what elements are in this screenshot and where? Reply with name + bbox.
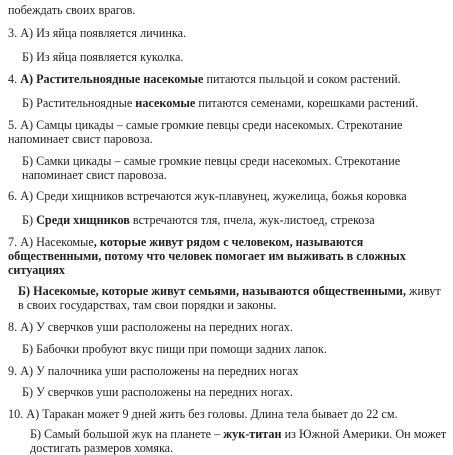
item-4b-pre: Б) Растительноядные bbox=[22, 96, 136, 110]
item-4a bbox=[8, 72, 449, 86]
item-6b-bold: Среди хищников bbox=[36, 213, 130, 227]
item-4b-bold: насекомые bbox=[135, 96, 196, 110]
item-4a-rest: питаются пыльцой и соком растений. bbox=[203, 72, 401, 86]
item-10b-bold: жук-титан bbox=[223, 427, 282, 441]
item-8b bbox=[22, 342, 449, 356]
item-7a bbox=[8, 235, 449, 277]
item-6a-text: 6. А) Среди хищников встречаются жук-плавунец, жужелица, божья коровка bbox=[8, 189, 407, 203]
item-7a-bold: , которые живут рядом с человеком, называются общественными, потому что человек помогает им выживать в сложных ситуациях bbox=[8, 235, 406, 277]
item-9a bbox=[8, 364, 449, 378]
item-5a-text: 5. А) Самцы цикады – самые громкие певцы среди насекомых. Стрекотание напоминает свист паровоза. bbox=[8, 118, 403, 146]
item-5a bbox=[8, 118, 449, 146]
item-5b-text: Б) Самки цикады – самые громкие певцы среди насекомых. Стрекотание напоминает свист паровоза. bbox=[22, 154, 401, 182]
item-8a bbox=[8, 320, 449, 334]
prev-item-tail bbox=[8, 3, 449, 17]
item-4a-bold: А) Растительноядные насекомые bbox=[20, 72, 204, 86]
item-7b-rest: живут в своих государствах, там свои порядки и законы. bbox=[18, 284, 441, 312]
prev-item-line: побеждать своих врагов. bbox=[8, 3, 136, 17]
item-8b-text: Б) Бабочки пробуют вкус пищи при помощи задних лапок. bbox=[22, 342, 327, 356]
item-8a-text: 8. А) У сверчков уши расположены на передних ногах. bbox=[8, 320, 293, 334]
item-9a-text: 9. А) У палочника уши расположены на передних ногах bbox=[8, 364, 299, 378]
item-5b bbox=[22, 154, 449, 182]
item-4b-rest: питаются семенами, корешками растений. bbox=[195, 96, 419, 110]
item-3b bbox=[22, 50, 449, 64]
item-6b-pre: Б) bbox=[22, 213, 37, 227]
item-4a-number: 4. bbox=[8, 72, 21, 86]
item-4b bbox=[22, 96, 449, 110]
item-10a bbox=[8, 407, 449, 421]
item-6b bbox=[22, 213, 449, 227]
item-9b bbox=[22, 385, 449, 399]
item-6b-rest: встречаются тля, пчела, жук-листоед, стрекоза bbox=[129, 213, 375, 227]
item-10b-pre: Б) Самый большой жук на планете – bbox=[30, 427, 224, 441]
item-7a-prefix: 7. А) Насекомые bbox=[8, 235, 94, 249]
item-10b bbox=[30, 427, 449, 455]
item-10b-rest: из Южной Америки. Он может достигать размеров хомяка. bbox=[30, 427, 447, 455]
item-7b bbox=[18, 284, 449, 312]
item-10a-text: 10. А) Таракан может 9 дней жить без головы. Длина тела бывает до 22 см. bbox=[8, 407, 398, 421]
item-3b-text: Б) Из яйца появляется куколка. bbox=[22, 50, 184, 64]
item-7b-bold: Б) Насекомые, которые живут семьями, называются общественными, bbox=[18, 284, 406, 298]
item-9b-text: Б) У сверчков уши расположены на передних ногах. bbox=[22, 385, 293, 399]
item-3a-text: 3. А) Из яйца появляется личинка. bbox=[8, 26, 187, 40]
item-3a bbox=[8, 26, 449, 40]
item-6a bbox=[8, 189, 449, 203]
